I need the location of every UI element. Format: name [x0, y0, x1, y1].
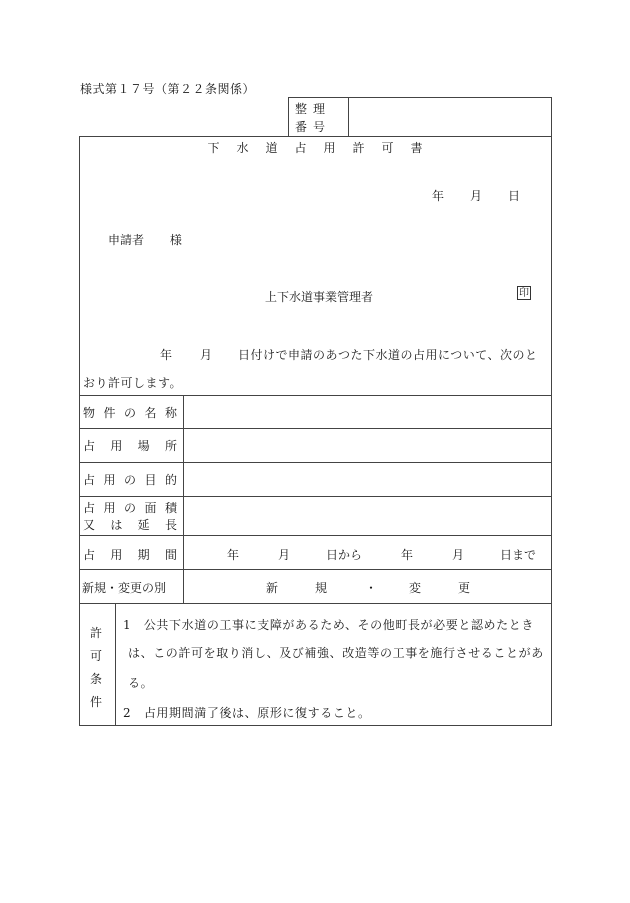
period-from-day: 日から: [326, 548, 363, 562]
conditions-label: 許 可 条 件: [89, 626, 102, 709]
conditions-divider: [115, 603, 116, 726]
condition-1-line-2: は、この許可を取り消し、及び補強、改造等の工事を施行させることがあ: [128, 646, 544, 660]
row-divider: [79, 496, 552, 497]
row-divider: [79, 535, 552, 536]
location-field[interactable]: [186, 431, 548, 459]
row-divider: [79, 395, 552, 396]
row-label-period: 占 用 期 間: [83, 548, 177, 562]
label-column-divider: [183, 395, 184, 603]
period-to-month: 月: [452, 548, 465, 562]
condition-2: 2 占用期間満了後は、原形に復すること。: [123, 706, 371, 720]
applicant-label: 申請者: [108, 233, 145, 247]
period-to-year: 年: [401, 548, 414, 562]
row-divider: [79, 462, 552, 463]
kind-change-2[interactable]: 更: [458, 581, 471, 595]
issue-date-month: 月: [470, 189, 483, 203]
row-label-length: 又 は 延 長: [83, 518, 177, 532]
page-title: 下水道占用許可書: [207, 141, 440, 155]
form-number: 様式第１７号（第２２条関係）: [80, 82, 256, 96]
condition-1-line-1: 1 公共下水道の工事に支障があるため、その他町長が必要と認めたとき: [123, 618, 534, 632]
condition-1-line-3: る。: [128, 676, 154, 690]
row-divider: [79, 569, 552, 570]
kind-separator: ・: [365, 581, 378, 595]
kind-new-2[interactable]: 規: [315, 581, 328, 595]
row-label-purpose: 占 用 の 目 的: [83, 473, 177, 487]
period-from-year: 年: [227, 548, 240, 562]
row-divider: [79, 603, 552, 604]
property-name-field[interactable]: [186, 398, 548, 426]
kind-change-1[interactable]: 変: [409, 581, 422, 595]
period-from-month: 月: [278, 548, 291, 562]
issue-date-day: 日: [508, 189, 521, 203]
row-label-kind: 新規・変更の別: [82, 581, 167, 595]
purpose-field[interactable]: [186, 465, 548, 493]
seiri-label: 整理番号: [295, 102, 332, 134]
period-to-day: 日まで: [500, 548, 537, 562]
row-label-location: 占 用 場 所: [83, 439, 177, 453]
issuer-title: 上下水道事業管理者: [265, 290, 374, 304]
applicant-honorific: 様: [169, 233, 182, 247]
area-field[interactable]: [186, 499, 548, 532]
body-line2: おり許可します。: [83, 376, 183, 390]
body-month: 月: [200, 348, 213, 362]
seiri-divider: [348, 97, 349, 137]
body-line1: 日付けで申請のあつた下水道の占用について、次のと: [238, 348, 538, 362]
kind-new-1[interactable]: 新: [266, 581, 279, 595]
seiri-value[interactable]: [352, 100, 548, 134]
issue-date-year: 年: [432, 189, 445, 203]
body-year: 年: [160, 348, 173, 362]
row-label-area: 占 用 の 面 積: [83, 501, 177, 515]
row-divider: [79, 428, 552, 429]
applicant-line: [108, 231, 182, 248]
seal-stamp: 印: [519, 288, 529, 299]
row-label-property-name: 物 件 の 名 称: [83, 406, 177, 420]
